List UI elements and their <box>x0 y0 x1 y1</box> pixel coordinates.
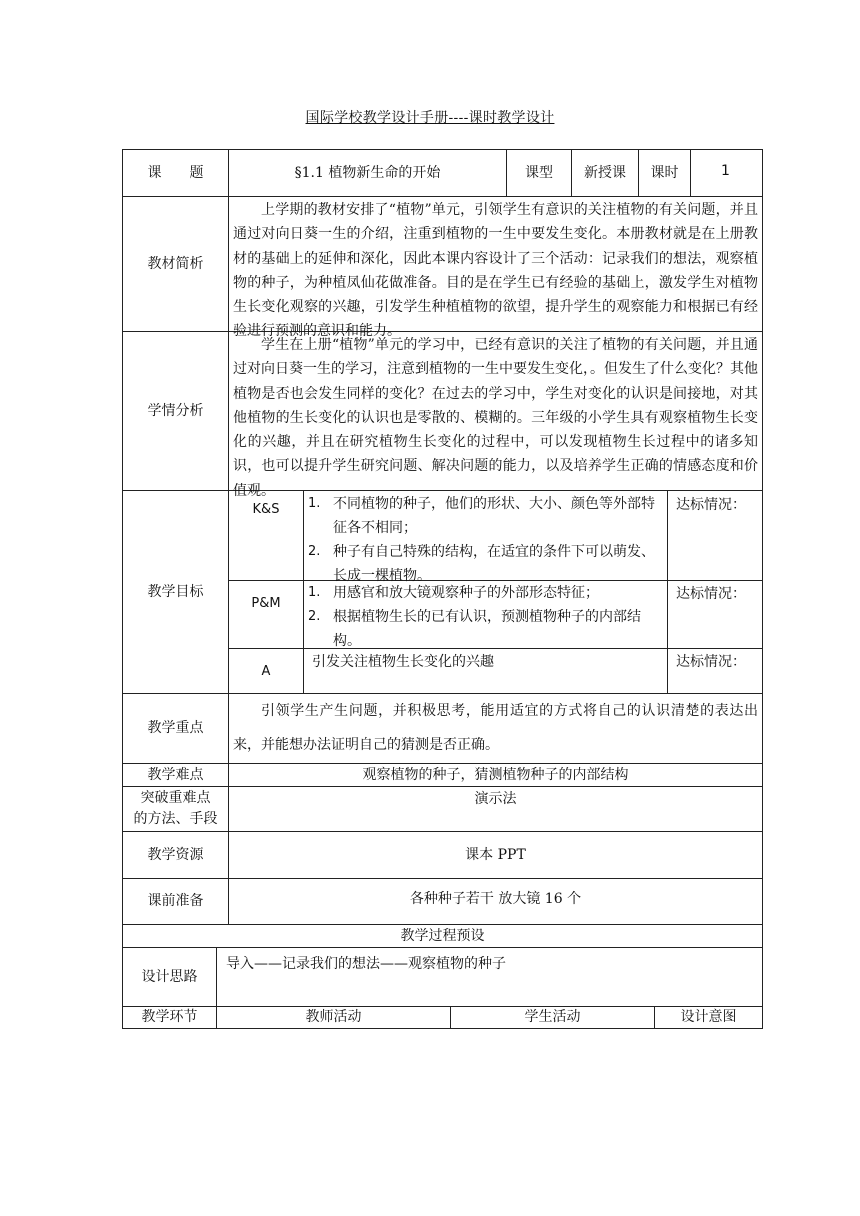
col-divider <box>667 490 668 694</box>
design-text: 导入——记录我们的想法——观察植物的种子 <box>226 956 506 972</box>
process-header: 教学过程预设 <box>400 927 485 944</box>
lesson-type-value: 新授课 <box>584 164 626 181</box>
document-title: 国际学校教学设计手册----课时教学设计 <box>305 110 555 126</box>
difficulties-text: 观察植物的种子，猜测植物种子的内部结构 <box>362 766 629 783</box>
material-analysis-text: 上学期的教材安排了“植物”单元，引领学生有意识的关注植物的有关问题，并且通过对向日葵一生的介绍，注重到植物的一生中要发生变化。本册教材就是在上册教材的基础上的延伸和深化，因此本课内容设计了三个活动：记录我们的想法，观察植物的种子，为种植凤仙花做准备。目的是在学生已有经验的基础上，激发学生对植物生长变化观察的兴趣，引发学生种植植物的欲望，提升学生的观察能力和根据已有经验进行预测的意识和能力。 <box>233 202 758 340</box>
resources-text: 课本 PPT <box>465 846 526 863</box>
student-analysis-text: 学生在上册“植物”单元的学习中，已经有意识的关注了植物的有关问题，并且通过对向日葵一生的学习，注意到植物的一生中要发生变化，。但发生了什么变化？其他植物是否也会发生同样的变化？在过去的学习中，学生对变化的认识是间接地，对其他植物的生长变化的认识也是零散的、模糊的。三年级的小学生具有观察植物生长变化的兴趣，并且在研究植物生长变化的过程中，可以发现植物生长过程中的诸多知识，也可以提升学生研究问题、解决问题的能力，以及培养学生正确的情感态度和价值观。 <box>233 337 758 499</box>
objective-item <box>305 492 665 540</box>
topic-value: §1.1 植物新生命的开始 <box>294 164 441 181</box>
objective-code-ks: K&S <box>252 502 280 518</box>
col-header-teacher: 教师活动 <box>305 1009 362 1026</box>
table-border-bottom <box>122 1028 763 1029</box>
item-number: 2. <box>308 544 321 559</box>
col-header-student: 学生活动 <box>524 1009 581 1026</box>
lesson-hours-value: 1 <box>721 162 730 179</box>
objective-code-a: A <box>261 664 271 680</box>
objective-list-pm <box>305 581 665 653</box>
item-number: 2. <box>308 609 321 624</box>
key-points-label: 教学重点 <box>147 720 204 737</box>
col-header-stage: 教学环节 <box>141 1009 198 1026</box>
item-number: 1. <box>308 585 321 600</box>
lesson-hours-label: 课时 <box>650 164 679 181</box>
objective-text-a: 引发关注植物生长变化的兴趣 <box>312 654 494 670</box>
design-label: 设计思路 <box>141 968 198 985</box>
item-text: 种子有自己特殊的结构，在适宜的条件下可以萌发、长成一棵植物。 <box>333 544 655 584</box>
preparation-label: 课前准备 <box>147 893 204 910</box>
preparation-text: 各种种子若干 放大镜 16 个 <box>409 891 582 908</box>
lesson-type-label: 课型 <box>525 164 553 181</box>
objective-status-a: 达标情况： <box>676 654 746 670</box>
objective-item <box>305 605 665 653</box>
item-text: 用感官和放大镜观察种子的外部形态特征； <box>333 585 599 601</box>
item-text: 不同植物的种子，他们的形状、大小、颜色等外部特征各不相同； <box>333 496 655 536</box>
table-border-right <box>762 149 763 1029</box>
key-points-text: 引领学生产生问题，并积极思考，能用适宜的方式将自己的认识清楚的表达出来，并能想办法证明自己的猜测是否正确。 <box>233 703 758 753</box>
material-analysis-label: 教材简析 <box>147 255 204 272</box>
objectives-label: 教学目标 <box>147 583 204 600</box>
col-divider <box>303 490 304 694</box>
difficulties-label: 教学难点 <box>147 766 204 783</box>
student-analysis-label: 学情分析 <box>147 402 204 419</box>
objective-item <box>305 581 665 605</box>
row-divider <box>122 947 763 948</box>
item-number: 1. <box>308 496 321 511</box>
objective-status-ks: 达标情况： <box>676 497 746 513</box>
methods-label-line2: 的方法、手段 <box>133 811 218 827</box>
col-header-intent: 设计意图 <box>680 1009 737 1026</box>
col-divider <box>216 947 217 1007</box>
topic-label: 课 题 <box>147 164 204 181</box>
objective-status-pm: 达标情况： <box>676 586 746 602</box>
methods-text: 演示法 <box>474 790 517 807</box>
methods-label-line1: 突破重难点 <box>140 790 211 806</box>
resources-label: 教学资源 <box>147 846 204 863</box>
objective-list-ks <box>305 492 665 588</box>
methods-label <box>123 787 228 831</box>
objective-code-pm: P&M <box>251 596 281 612</box>
item-text: 根据植物生长的已有认识，预测植物种子的内部结构。 <box>333 609 641 649</box>
